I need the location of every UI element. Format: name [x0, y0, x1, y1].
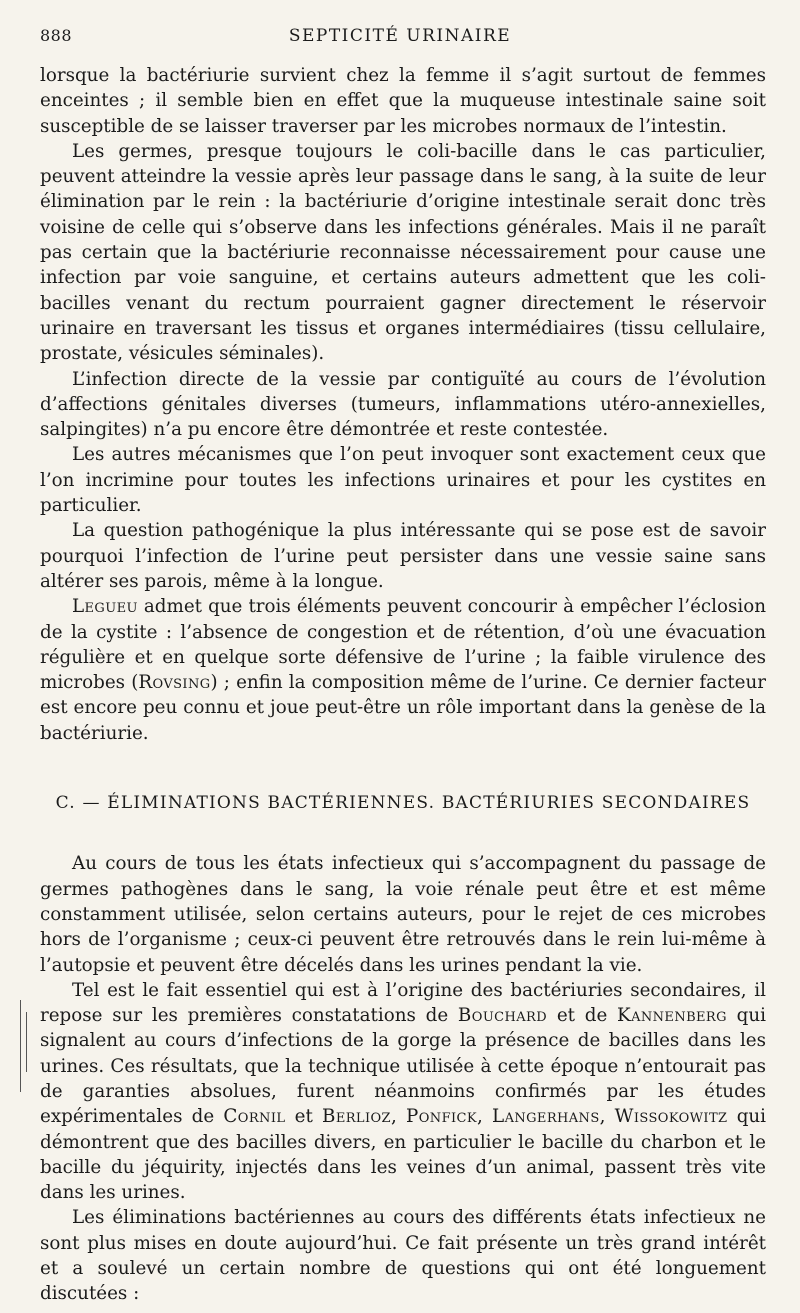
- author-name: Kannenberg: [617, 1005, 727, 1027]
- author-name: Cornil: [223, 1106, 286, 1128]
- paragraph-text: admet que trois éléments peuvent concourir à empêcher l’éclosion de la cystite : l’absence de congestion et de rétention, d’où une évacuation régulière et en quelque sorte défensive de l’urine ; la faible virulence des microbes (: [40, 596, 766, 694]
- paragraph-text: ,: [599, 1106, 615, 1128]
- paragraph-text: et: [285, 1106, 323, 1128]
- author-name: Langerhans: [492, 1106, 600, 1128]
- author-name: Rovsing: [138, 672, 211, 694]
- author-name: Wissokowitz: [614, 1106, 728, 1128]
- paragraph: Au cours de tous les états infectieux qui s’accompagnent du passage de germes pathogènes dans le sang, la voie rénale peut être et est même constamment utilisée, selon certains auteurs, pour le rejet de ces microbes hors de l’organisme ; ceux-ci peuvent être retrouvés dans le rein lui-même à l’autopsie et peuvent être décelés dans les urines pendant la vie.: [40, 853, 766, 976]
- author-name: Berlioz: [322, 1106, 391, 1128]
- paragraph-text: qui signalent au cours d’infections de la gorge la présence de bacilles dans les urines. Ces résultats, que la technique utilisée à cette époque n’entourait pas de garanties absolues, furent néanmoins confirmés par les études expérimentales de: [40, 1005, 767, 1128]
- paragraph: L’infection directe de la vessie par contiguïté au cours de l’évolution d’affections génitales diverses (tumeurs, inflammations utéro-annexielles, salpingites) n’a pu encore être démontrée et reste contestée.: [40, 368, 766, 441]
- paragraph: Les autres mécanismes que l’on peut invoquer sont exactement ceux que l’on incrimine pour toutes les infections urinaires et pour les cystites en particulier.: [40, 444, 766, 517]
- body-text: [40, 63, 766, 1307]
- author-name: Legueu: [72, 596, 138, 618]
- paragraph: [40, 978, 766, 1206]
- paragraph-text: ,: [477, 1106, 493, 1128]
- paragraph: La question pathogénique la plus intéressante qui se pose est de savoir pourquoi l’infection de l’urine peut persister dans une vessie saine sans altérer ses parois, même à la longue.: [40, 520, 766, 592]
- author-name: Bouchard: [457, 1005, 548, 1027]
- paragraph: Les éliminations bactériennes au cours des différents états infectieux ne sont plus mises en doute aujourd’hui. Ce fait présente un très grand intérêt et a soulevé un certain nombre de questions qui ont été longuement discutées :: [40, 1207, 766, 1305]
- section-heading: C. — ÉLIMINATIONS BACTÉRIENNES. BACTÉRIURIES SECONDAIRES: [55, 793, 751, 814]
- author-name: Ponfick: [406, 1106, 477, 1128]
- paragraph: [40, 594, 766, 746]
- page-number: 888: [40, 26, 73, 45]
- margin-mark: [26, 1012, 35, 1072]
- paragraph-text: et de: [547, 1005, 618, 1027]
- paragraph-text: qui démontrent que des bacilles divers, en particulier le bacille du charbon et le bacille du jéquirity, injectés dans les veines d’un animal, passent très vite dans les urines.: [40, 1106, 767, 1204]
- paragraph-text: ) ; enfin la composition même de l’urine. Ce dernier facteur est encore peu connu et joue peut-être un rôle important dans la genèse de la bactériurie.: [40, 672, 767, 744]
- paragraph-text: Tel est le fait essentiel qui est à l’origine des bactériuries secondaires, il repose sur les premières constatations de: [40, 979, 766, 1027]
- running-title: SEPTICITÉ URINAIRE: [288, 26, 512, 46]
- paragraph: Les germes, presque toujours le coli-bacille dans le cas particulier, peuvent atteindre la vessie après leur passage dans le sang, à la suite de leur élimination par le rein : la bactériurie d’origine intestinale serait donc très voisine de celle qui s’observe dans les infections générales. Mais il ne paraît pas certain que la bactériurie reconnaisse nécessairement pour cause une infection par voie sanguine, et certains auteurs admettent que les coli-bacilles venant du rectum pourraient gagner directement le réservoir urinaire en traversant les tissus et organes intermédiaires (tissu cellulaire, prostate, vésicules séminales).: [40, 140, 766, 365]
- paragraph: lorsque la bactériurie survient chez la femme il s’agit surtout de femmes enceintes ; il semble bien en effet que la muqueuse intestinale saine soit susceptible de se laisser traverser par les microbes normaux de l’intestin.: [40, 65, 766, 137]
- paragraph-text: ,: [391, 1106, 407, 1128]
- running-head: [0, 18, 800, 58]
